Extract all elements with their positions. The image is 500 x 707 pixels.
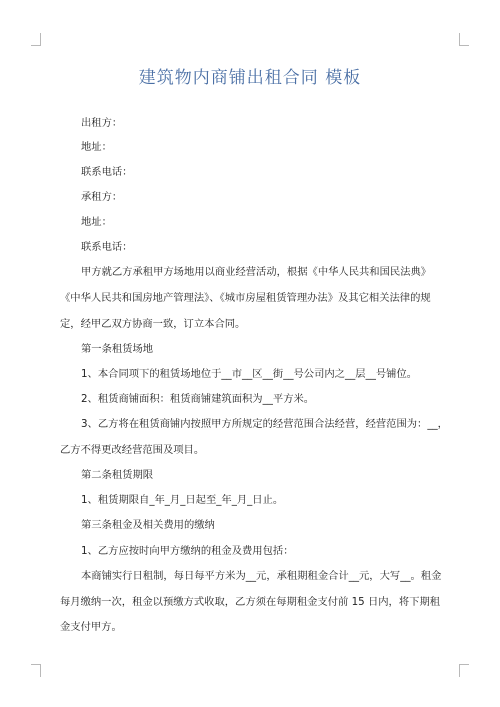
corner-mark-top-left	[31, 33, 41, 46]
article-2-clause-1: 1、租赁期限自_年_月_日起至_年_月_日止。	[81, 494, 284, 506]
article-1-clause-2: 2、租赁商铺面积：租赁商铺建筑面积为__平方米。	[81, 393, 315, 405]
rent-paragraph-line-2: 每月缴纳一次，租金以预缴方式收取，乙方须在每期租金支付前 15 日内，将下期租	[60, 596, 441, 608]
preamble-line-2: 《中华人民共和国房地产管理法》、《城市房屋租赁管理办法》及其它相关法律的规	[60, 292, 431, 304]
article-3-clause-1: 1、乙方应按时向甲方缴纳的租金及费用包括：	[81, 545, 294, 557]
lessee-phone-label: 联系电话：	[81, 241, 133, 253]
rent-paragraph-line-1: 本商铺实行日租制，每日每平方米为__元，承租期租金合计__元，大写__。租金	[81, 570, 442, 582]
article-2-heading: 第二条租赁期限	[81, 469, 154, 481]
document-title: 建筑物内商铺出租合同 模板	[138, 68, 362, 88]
rent-paragraph-line-3: 金支付甲方。	[60, 621, 122, 633]
article-1-clause-3-line-1: 3、乙方将在租赁商铺内按照甲方所规定的经营范围合法经营，经营范围为：__，	[81, 418, 448, 430]
corner-mark-bottom-right	[459, 664, 469, 677]
article-1-heading: 第一条租赁场地	[81, 343, 154, 355]
preamble-line-1: 甲方就乙方承租甲方场地用以商业经营活动，根据《中华人民共和国民法典》	[81, 266, 432, 278]
lessee-label: 承租方：	[81, 191, 123, 203]
article-1-clause-3-line-2: 乙方不得更改经营范围及项目。	[60, 444, 205, 456]
article-3-heading: 第三条租金及相关费用的缴纳	[81, 519, 215, 531]
lessor-phone-label: 联系电话：	[81, 166, 133, 178]
corner-mark-top-right	[459, 33, 469, 46]
article-1-clause-1: 1、本合同项下的租赁场地位于__市__区__街__号公司内之__层__号铺位。	[81, 368, 418, 380]
lessor-label: 出租方：	[81, 117, 123, 129]
preamble-line-3: 定，经甲乙双方协商一致，订立本合同。	[60, 318, 246, 330]
corner-mark-bottom-left	[31, 664, 41, 677]
lessor-address-label: 地址：	[81, 141, 112, 153]
lessee-address-label: 地址：	[81, 216, 112, 228]
